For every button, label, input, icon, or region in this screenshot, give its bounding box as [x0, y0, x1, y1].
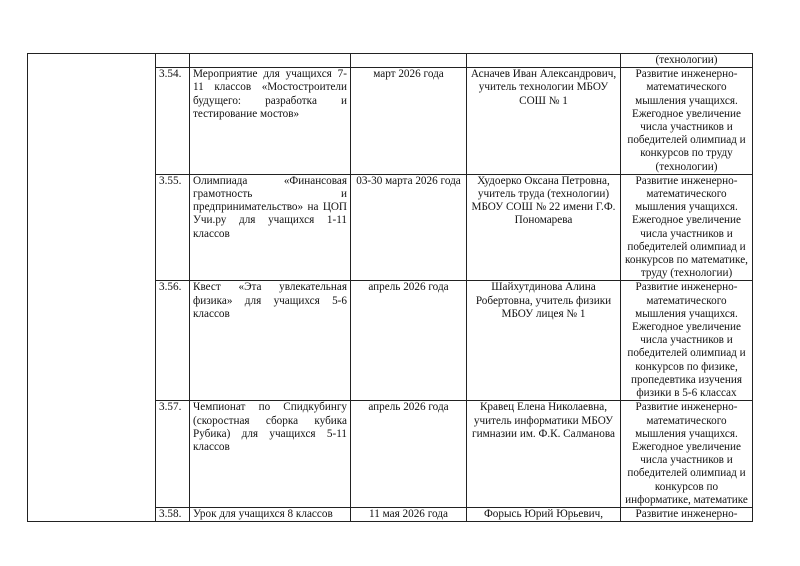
responsible-cell	[467, 54, 621, 68]
expected-result: Развитие инженерно-математического мышления учащихся. Ежегодное увеличение числа участников и победителей олимпиад и конкурсов по физике, пропедевтика изучения физики в 5-6 классах	[621, 281, 753, 401]
event-date: апрель 2026 года	[351, 281, 467, 401]
event-date: март 2026 года	[351, 68, 467, 175]
section-column-cell	[28, 54, 156, 522]
event-date: 11 мая 2026 года	[351, 508, 467, 522]
responsible-person: Форысь Юрий Юрьевич,	[467, 508, 621, 522]
expected-result: Развитие инженерно-	[621, 508, 753, 522]
row-number: 3.57.	[156, 401, 190, 508]
responsible-person: Кравец Елена Николаевна, учитель информатики МБОУ гимназии им. Ф.К. Салманова	[467, 401, 621, 508]
expected-result: Развитие инженерно-математического мышления учащихся. Ежегодное увеличение числа участников и победителей олимпиад и конкурсов по труду (технологии)	[621, 68, 753, 175]
result-cell: (технологии)	[621, 54, 753, 68]
row-number: 3.58.	[156, 508, 190, 522]
row-number: 3.56.	[156, 281, 190, 401]
responsible-person: Худоерко Оксана Петровна, учитель труда (технологии) МБОУ СОШ № 22 имени Г.Ф. Пономарева	[467, 174, 621, 281]
event-title: Чемпионат по Спидкубингу (скоростная сборка кубика Рубика) для учащихся 5-11 классов	[190, 401, 351, 508]
num-cell	[156, 54, 190, 68]
responsible-person: Шайхутдинова Алина Робертовна, учитель физики МБОУ лицея № 1	[467, 281, 621, 401]
event-cell	[190, 54, 351, 68]
table-row-continuation	[28, 54, 753, 68]
event-title: Квест «Эта увлекательная физика» для учащихся 5-6 классов	[190, 281, 351, 401]
event-title: Олимпиада «Финансовая грамотность и предпринимательство» на ЦОП Учи.ру для учащихся 1-11 классов	[190, 174, 351, 281]
event-date: апрель 2026 года	[351, 401, 467, 508]
row-number: 3.54.	[156, 68, 190, 175]
events-table	[27, 53, 753, 522]
event-date: 03-30 марта 2026 года	[351, 174, 467, 281]
event-title: Мероприятие для учащихся 7-11 классов «Мостостроители будущего: разработка и тестирование мостов»	[190, 68, 351, 175]
responsible-person: Асначев Иван Александрович, учитель технологии МБОУ СОШ № 1	[467, 68, 621, 175]
expected-result: Развитие инженерно-математического мышления учащихся. Ежегодное увеличение числа участников и победителей олимпиад и конкурсов по математике, труду (технологии)	[621, 174, 753, 281]
row-number: 3.55.	[156, 174, 190, 281]
date-cell	[351, 54, 467, 68]
expected-result: Развитие инженерно-математического мышления учащихся. Ежегодное увеличение числа участников и победителей олимпиад и конкурсов по информатике, математике	[621, 401, 753, 508]
event-title: Урок для учащихся 8 классов	[190, 508, 351, 522]
